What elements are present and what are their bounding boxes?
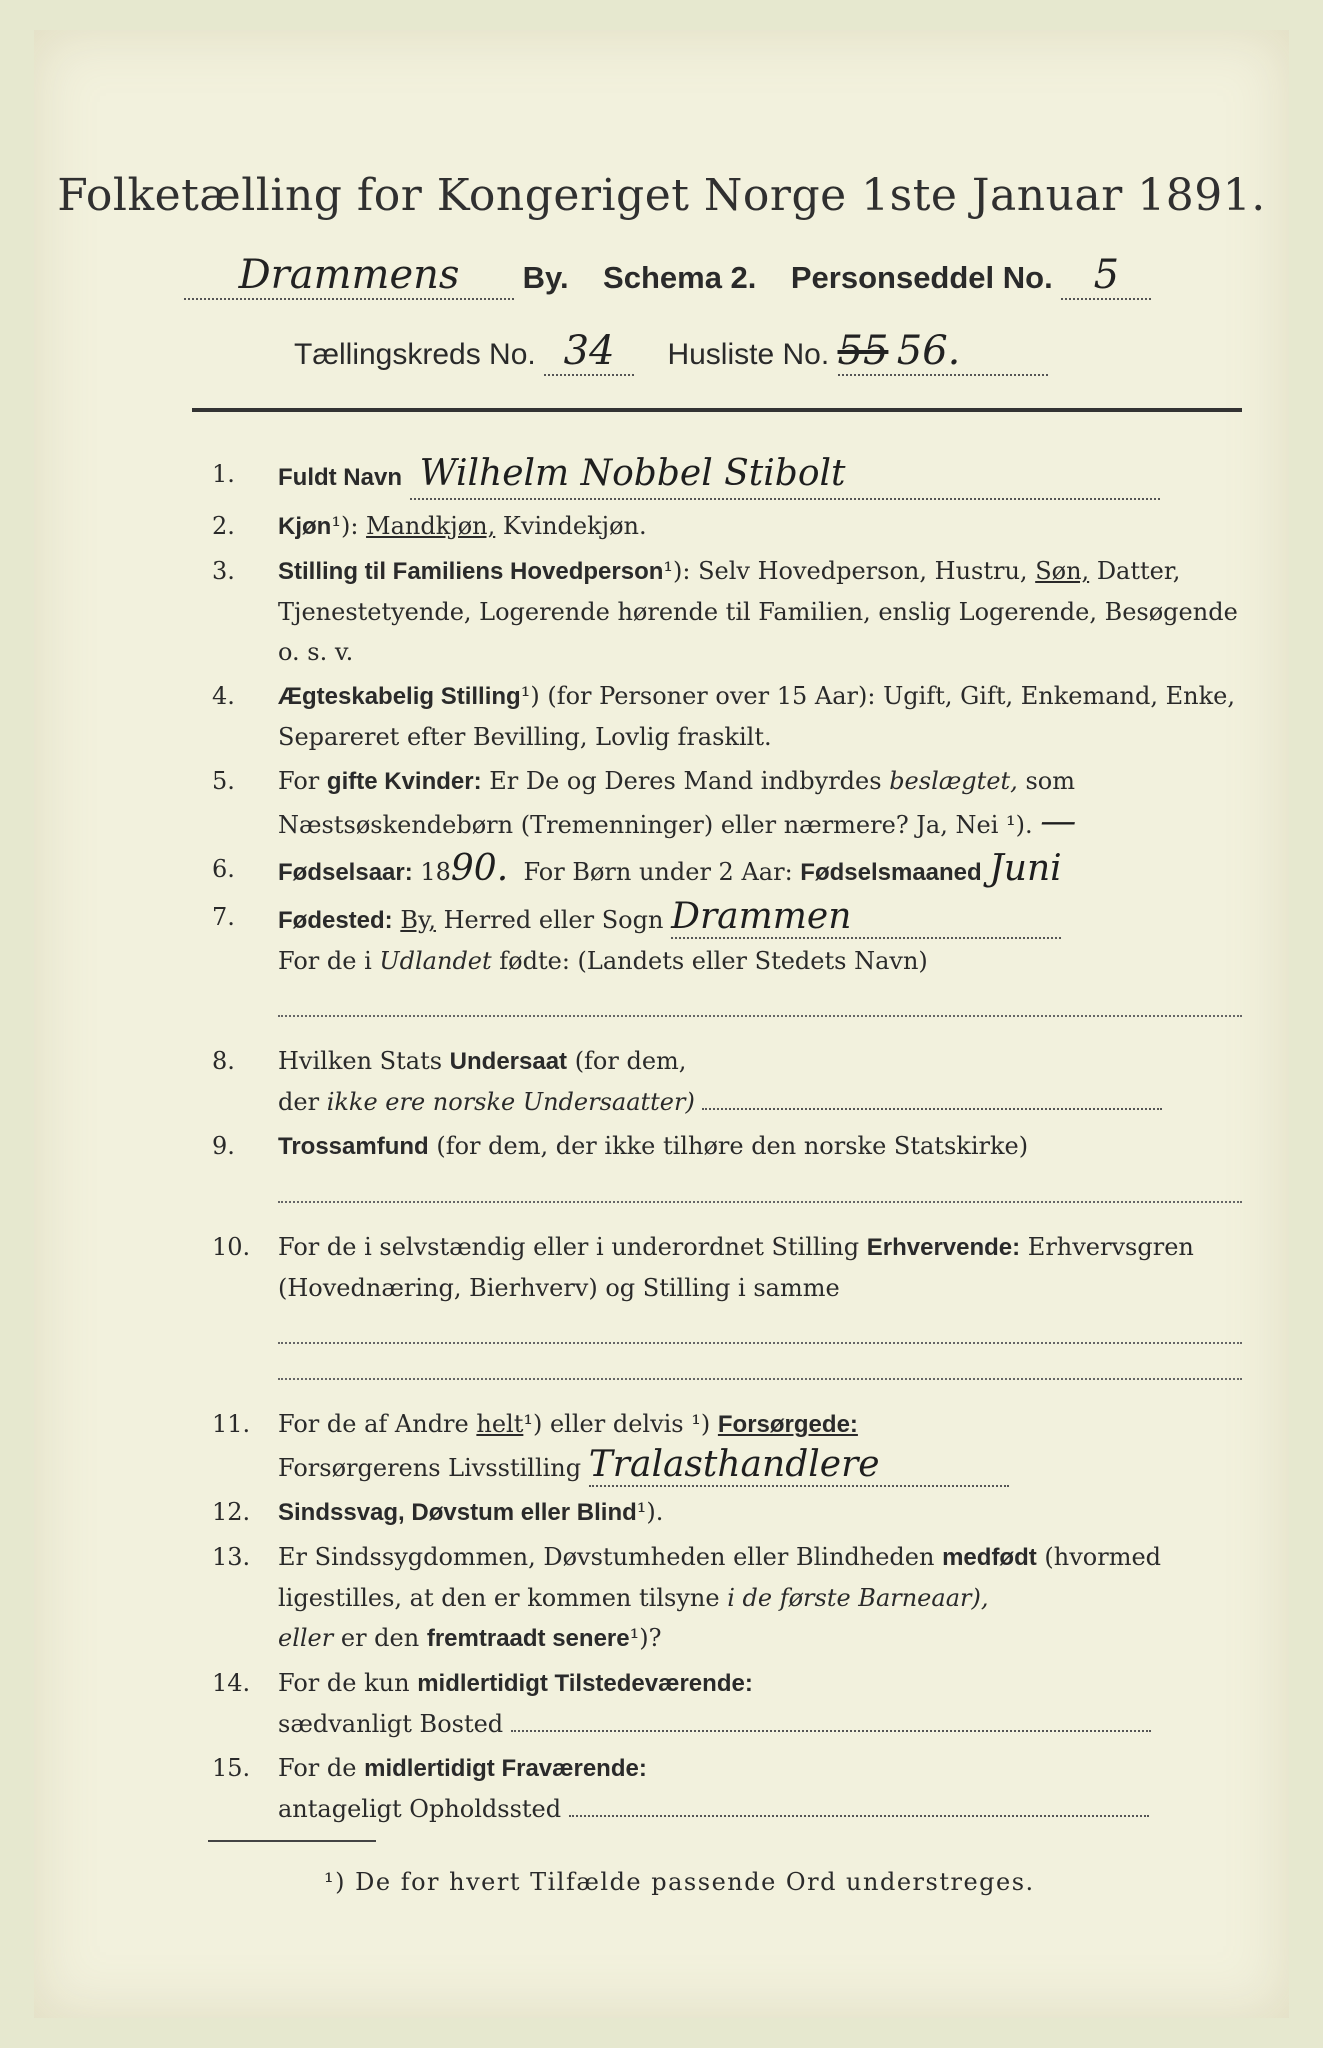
kreds-number: 34 (544, 328, 634, 376)
footnote-rule (208, 1840, 376, 1842)
q11-answer: Tralasthandlere (589, 1445, 1009, 1487)
husliste-label: Husliste No. (667, 338, 830, 371)
by-label: By. (522, 260, 569, 295)
city-handwritten: Drammens (184, 252, 514, 300)
question-2: 2. Kjøn¹): Mandkjøn, Kvindekjøn. (212, 512, 647, 540)
q12-label: Sindssvag, Døvstum eller Blind (278, 1499, 637, 1526)
q6-label: Fødselsaar: (278, 859, 413, 886)
question-12: 12. Sindssvag, Døvstum eller Blind¹). (212, 1498, 664, 1526)
q7-option-selected: By, (400, 906, 436, 934)
q11-option-selected: helt (476, 1410, 524, 1438)
q3-label: Stilling til Familiens Hovedperson (278, 558, 664, 585)
question-9: 9. Trossamfund (for dem, der ikke tilhøre den norske Statskirke) (182, 1126, 1242, 1203)
q1-label: Fuldt Navn (278, 464, 402, 491)
schema-label: Schema 2. (603, 260, 757, 295)
q9-blank-line (278, 1167, 1242, 1203)
header-rule (192, 408, 1242, 412)
q9-label: Trossamfund (278, 1133, 429, 1160)
husliste-number: 56. (896, 328, 961, 374)
question-7: 7. Fødested: By, Herred eller Sogn Drammen For de i Udlandet fødte: (Landets eller Stedets Navn) (182, 897, 1242, 1017)
question-10: 10. For de i selvstændig eller i underordnet Stilling Erhvervende: Erhvervsgren (Hovednæring, Bierhverv) og Stilling i samme (182, 1227, 1242, 1380)
footnote: ¹) De for hvert Tilfælde passende Ord understreges. (324, 1868, 1035, 1896)
form-title: Folketælling for Kongeriget Norge 1ste Januar 1891. (57, 170, 1266, 221)
husliste-struck-number: 55 (837, 328, 889, 374)
q7-blank-line (278, 981, 1242, 1017)
question-1: 1. Fuldt Navn Wilhelm Nobbel Stibolt (182, 450, 1242, 502)
q10-blank-line-1 (278, 1308, 1242, 1344)
q2-option-selected: Mandkjøn, (366, 512, 496, 540)
q10-label: Erhvervende: (866, 1234, 1021, 1261)
kreds-label: Tællingskreds No. (294, 338, 536, 371)
q13-label: medfødt (942, 1544, 1037, 1571)
q6-year: 90. (450, 848, 509, 889)
q5-answer: — (1040, 801, 1077, 842)
q2-label: Kjøn (278, 513, 332, 540)
header-line-kreds (294, 328, 1244, 376)
question-5: 5. For gifte Kvinder: Er De og Deres Mand indbyrdes beslægtet, som Næstsøskendebørn (Tremenninger) eller nærmere? Ja, Nei ¹). — (212, 767, 1077, 842)
personseddel-label: Personseddel No. (790, 260, 1053, 295)
question-11: 11. For de af Andre helt¹) eller delvis ¹) Forsørgede: Forsørgerens Livsstilling Tralasthandlere (182, 1404, 1242, 1488)
q3-option-selected: Søn, (1035, 557, 1090, 585)
header-line-city (184, 252, 1244, 300)
questions-list (182, 450, 1242, 1833)
q1-answer: Wilhelm Nobbel Stibolt (410, 450, 1160, 500)
question-13: 13. Er Sindssygdommen, Døvstumheden eller Blindheden medfødt (hvormed ligestilles, at den er kommen tilsyne i de første Barneaar), eller er den fremtraadt senere¹)? (212, 1543, 1162, 1652)
q8-label: Undersaat (449, 1048, 568, 1075)
q14-blank-line (511, 1730, 1151, 1732)
q15-label: midlertidigt Fraværende: (364, 1755, 647, 1782)
question-14: 14. For de kun midlertidigt Tilstedeværende: sædvanligt Bosted (182, 1663, 1242, 1744)
question-8: 8. Hvilken Stats Undersaat (for dem, der ikke ere norske Undersaatter) (182, 1041, 1242, 1122)
q8-blank-line (702, 1108, 1162, 1110)
q6-month: Juni (989, 848, 1062, 889)
question-3: 3. Stilling til Familiens Hovedperson¹): Selv Hovedperson, Hustru, Søn, Datter, Tjenestetyende, Logerende hørende til Familien, enslig Logerende, Besøgende o. s. v. (212, 557, 1238, 666)
q5-label: gifte Kvinder: (326, 768, 482, 795)
q7-label: Fødested: (278, 907, 393, 934)
question-15: 15. For de midlertidigt Fraværende: antageligt Opholdssted (182, 1748, 1242, 1829)
personseddel-number: 5 (1061, 252, 1151, 300)
census-form (34, 30, 1289, 2018)
q10-blank-line-2 (278, 1344, 1242, 1380)
q2-option-other: Kvindekjøn. (502, 512, 647, 540)
q4-label: Ægteskabelig Stilling (278, 683, 521, 710)
q14-label: midlertidigt Tilstedeværende: (417, 1670, 753, 1697)
q15-blank-line (569, 1815, 1149, 1817)
q11-label: Forsørgede: (717, 1411, 858, 1438)
question-4: 4. Ægteskabelig Stilling¹) (for Personer over 15 Aar): Ugift, Gift, Enkemand, Enke, Separeret efter Bevilling, Lovlig fraskilt. (212, 682, 1235, 751)
question-6: 6. Fødselsaar: 1890. For Børn under 2 Aar: Fødselsmaaned Juni (212, 848, 1062, 889)
q7-answer: Drammen (671, 897, 1061, 939)
husliste-field (838, 328, 1048, 376)
